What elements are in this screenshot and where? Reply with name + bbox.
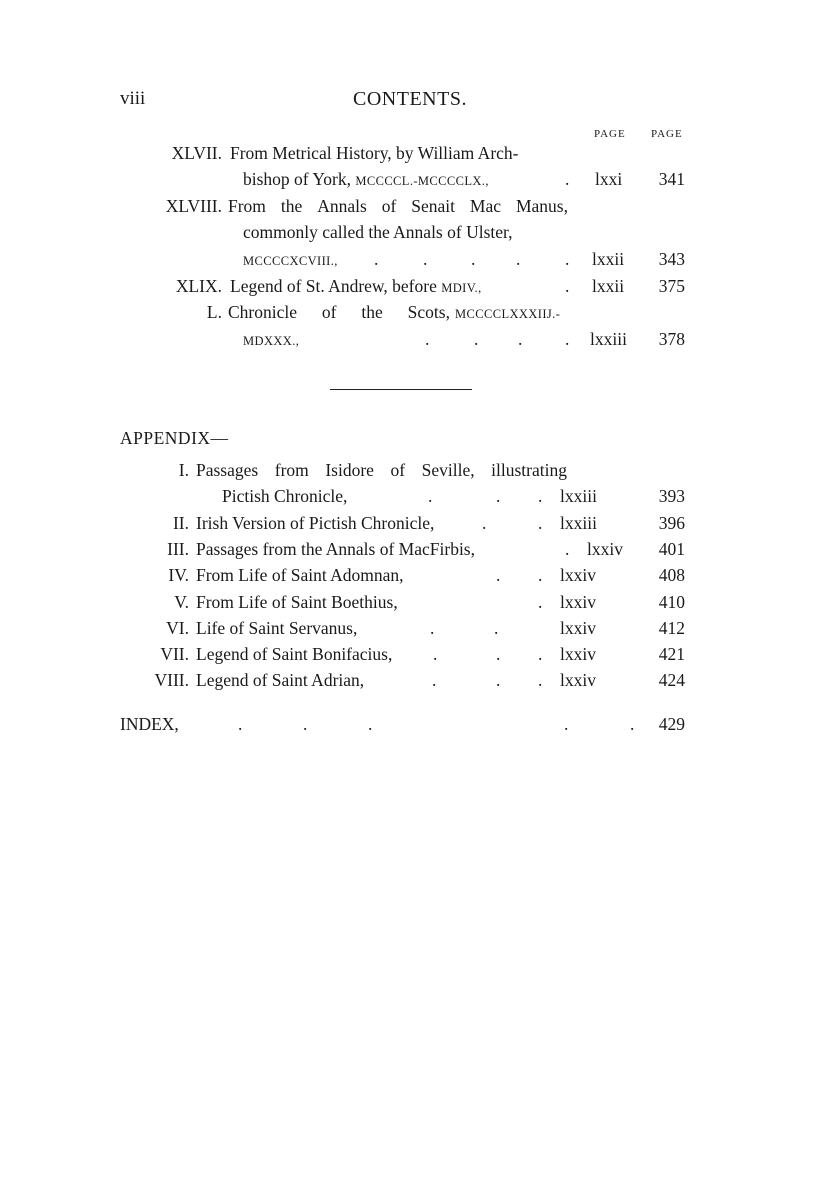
entry-date-smallcaps: MDXXX., <box>243 334 300 348</box>
word: from <box>274 460 309 480</box>
appendix-page: 424 <box>658 670 685 690</box>
appendix-numeral: VI. <box>166 618 189 638</box>
page-number: viii <box>120 88 146 109</box>
entry-page: 343 <box>658 249 685 269</box>
entry-title-line <box>243 329 299 350</box>
appendix-page: 393 <box>658 486 685 506</box>
entry-title-line <box>455 302 560 323</box>
leader-dot: . <box>538 592 543 612</box>
appendix-title: From Life of Saint Adomnan, <box>196 565 404 585</box>
appendix-title: Life of Saint Servanus, <box>196 618 358 638</box>
appendix-title-line: Pictish Chronicle, <box>222 486 348 506</box>
appendix-title: Legend of Saint Bonifacius, <box>196 644 393 664</box>
word: Mac <box>469 196 502 216</box>
word: Senait <box>411 196 455 216</box>
word: Passages <box>196 460 259 480</box>
entry-page-roman: lxxiii <box>590 329 627 349</box>
word: the <box>361 302 383 322</box>
entry-title-line <box>243 169 489 190</box>
index-label: INDEX, <box>120 714 179 734</box>
leader-dot: . <box>303 714 308 734</box>
leader-dot: . <box>432 670 437 690</box>
leader-dot: . <box>538 565 543 585</box>
appendix-page-roman: lxxiv <box>560 618 596 638</box>
leader-dot: . <box>565 329 570 349</box>
leader-dot: . <box>238 714 243 734</box>
appendix-page: 421 <box>658 644 685 664</box>
appendix-numeral: II. <box>172 513 189 533</box>
entry-numeral: XLVII. <box>171 143 222 163</box>
leader-dot: . <box>474 329 479 349</box>
leader-dot: . <box>496 644 501 664</box>
entry-numeral: XLIX. <box>175 276 222 296</box>
appendix-title: Legend of Saint Adrian, <box>196 670 365 690</box>
leader-dot: . <box>565 169 570 189</box>
appendix-page-roman: lxxiv <box>560 644 596 664</box>
entry-text: bishop of York, <box>243 169 351 189</box>
column-heading-page: PAGE <box>651 128 683 140</box>
appendix-title-line <box>196 460 567 481</box>
appendix-title: From Life of Saint Boethius, <box>196 592 398 612</box>
leader-dot: . <box>496 670 501 690</box>
leader-dot: . <box>538 486 543 506</box>
word: of <box>390 460 406 480</box>
appendix-page-roman: lxxiii <box>560 513 597 533</box>
entry-date-smallcaps: MCCCCLXXXIIJ.- <box>455 307 561 321</box>
appendix-title: Irish Version of Pictish Chronicle, <box>196 513 435 533</box>
index-page: 429 <box>658 714 685 734</box>
leader-dot: . <box>516 249 521 269</box>
word: Annals <box>317 196 367 216</box>
word: of <box>381 196 397 216</box>
appendix-page-roman: lxxiii <box>560 486 597 506</box>
entry-title-line <box>243 249 338 270</box>
appendix-numeral: VII. <box>160 644 189 664</box>
leader-dot: . <box>423 249 428 269</box>
leader-dot: . <box>564 714 569 734</box>
leader-dot: . <box>496 486 501 506</box>
entry-date-smallcaps: MCCCCXCVIII., <box>243 254 338 268</box>
leader-dot: . <box>433 644 438 664</box>
leader-dot: . <box>482 513 487 533</box>
entry-date-smallcaps: MDIV., <box>441 281 482 295</box>
entry-page: 378 <box>658 329 685 349</box>
entry-numeral: L. <box>206 302 222 322</box>
entry-page-roman: lxxi <box>595 169 623 189</box>
appendix-page: 412 <box>658 618 685 638</box>
word: the <box>280 196 303 216</box>
appendix-page: 408 <box>658 565 685 585</box>
leader-dot: . <box>565 276 570 296</box>
word: Manus, <box>515 196 568 216</box>
word: of <box>321 302 337 322</box>
entry-title-line <box>228 302 450 323</box>
entry-title-line <box>228 196 568 217</box>
entry-title-line: commonly called the Annals of Ulster, <box>243 222 513 242</box>
word: Seville, <box>421 460 475 480</box>
appendix-title: Passages from the Annals of MacFirbis, <box>196 539 475 559</box>
appendix-page: 396 <box>658 513 685 533</box>
appendix-numeral: I. <box>178 460 189 480</box>
leader-dot: . <box>496 565 501 585</box>
entry-numeral: XLVIII. <box>165 196 222 216</box>
entry-page-roman: lxxii <box>592 249 625 269</box>
leader-dot: . <box>374 249 379 269</box>
leader-dot: . <box>430 618 435 638</box>
appendix-page: 401 <box>658 539 685 559</box>
word: From <box>228 196 266 216</box>
word: Isidore <box>325 460 374 480</box>
appendix-page-roman: lxxiv <box>560 592 596 612</box>
section-divider <box>330 389 472 390</box>
leader-dot: . <box>538 644 543 664</box>
leader-dot: . <box>538 670 543 690</box>
appendix-heading: APPENDIX— <box>120 428 229 448</box>
appendix-numeral: IV. <box>168 565 189 585</box>
entry-page-roman: lxxii <box>592 276 625 296</box>
appendix-page: 410 <box>658 592 685 612</box>
appendix-page-roman: lxxiv <box>560 565 596 585</box>
leader-dot: . <box>565 539 570 559</box>
leader-dot: . <box>538 513 543 533</box>
leader-dot: . <box>471 249 476 269</box>
entry-date-smallcaps: MCCCCL.-MCCCCLX., <box>355 174 489 188</box>
word: Chronicle <box>228 302 298 322</box>
leader-dot: . <box>368 714 373 734</box>
page-title: CONTENTS. <box>353 88 467 110</box>
entry-page: 341 <box>658 169 685 189</box>
appendix-numeral: VIII. <box>154 670 189 690</box>
word: Scots, <box>407 302 450 322</box>
entry-page: 375 <box>658 276 685 296</box>
leader-dot: . <box>428 486 433 506</box>
leader-dot: . <box>565 249 570 269</box>
entry-title-line: From Metrical History, by William Arch- <box>230 143 519 163</box>
entry-text: Legend of St. Andrew, before <box>230 276 437 296</box>
appendix-numeral: V. <box>174 592 189 612</box>
leader-dot: . <box>425 329 430 349</box>
leader-dot: . <box>630 714 635 734</box>
appendix-page-roman: lxxiv <box>560 670 596 690</box>
appendix-page-roman: lxxiv <box>587 539 623 559</box>
entry-title-line <box>230 276 482 297</box>
appendix-numeral: III. <box>167 539 189 559</box>
leader-dot: . <box>518 329 523 349</box>
word: illustrating <box>491 460 567 480</box>
column-heading-page-roman: PAGE <box>594 128 626 140</box>
leader-dot: . <box>494 618 499 638</box>
